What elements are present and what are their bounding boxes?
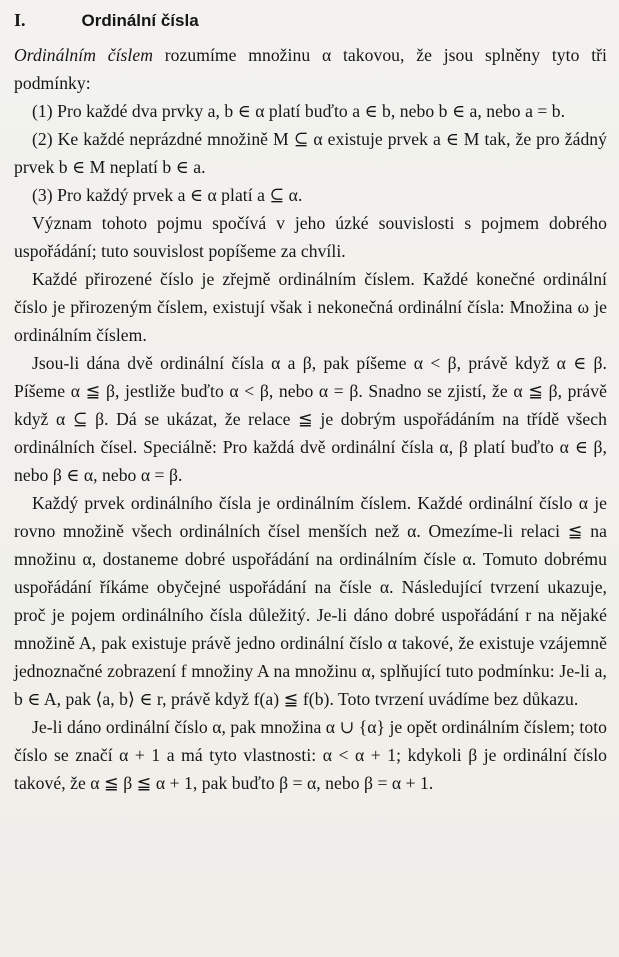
- paragraph-natural-numbers: Každé přirozené číslo je zřejmě ordinálním číslem. Každé konečné ordinální číslo je přirozeným číslem, existují však i nekonečná ordinální čísla: Množina ω je ordinálním číslem.: [14, 269, 607, 345]
- section-number: I.: [14, 10, 26, 30]
- paragraph-definition-intro: [14, 41, 607, 97]
- paragraph-ordering: Jsou-li dána dvě ordinální čísla α a β, pak píšeme α < β, právě když α ∈ β. Píšeme α ≦ β, jestliže buďto α < β, nebo α = β. Snadno se zjistí, že α ≦ β, právě když α ⊆ β. Dá se ukázat, že relace ≦ je dobrým uspořádáním na třídě všech ordinálních čísel. Speciálně: Pro každá dvě ordinální čísla α, β platí buďto α ∈ β, nebo β ∈ α, nebo α = β.: [14, 353, 607, 485]
- paragraph-successor: Je-li dáno ordinální číslo α, pak množina α ∪ {α} je opět ordinálním číslem; toto číslo se značí α + 1 a má tyto vlastnosti: α < α + 1; kdykoli β je ordinální číslo takové, že α ≦ β ≦ α + 1, pak buďto β = α, nebo β = α + 1.: [14, 717, 607, 793]
- definition-rest: rozumíme množinu α takovou, že jsou splněny tyto tři podmínky:: [14, 45, 607, 93]
- paragraph-condition-3: (3) Pro každý prvek a ∈ α platí a ⊆ α.: [32, 185, 303, 205]
- section-body: [14, 41, 607, 797]
- paragraph-meaning: Význam tohoto pojmu spočívá v jeho úzké souvislosti s pojmem dobrého uspořádání; tuto souvislost popíšeme za chvíli.: [14, 213, 607, 261]
- section-title: Ordinální čísla: [81, 11, 199, 30]
- paragraph-condition-1: (1) Pro každé dva prvky a, b ∈ α platí buďto a ∈ b, nebo b ∈ a, nebo a = b.: [32, 101, 566, 121]
- paragraph-condition-2: (2) Ke každé neprázdné množině M ⊆ α existuje prvek a ∈ M tak, že pro žádný prvek b ∈ M neplatí b ∈ a.: [14, 129, 607, 177]
- section-heading: [14, 8, 607, 33]
- paragraph-elements: Každý prvek ordinálního čísla je ordinálním číslem. Každé ordinální číslo α je rovno množině všech ordinálních čísel menších než α. Omezíme-li relaci ≦ na množinu α, dostaneme dobré uspořádání na ordinálním čísle α. Tomuto dobrému uspořádání říkáme obyčejné uspořádání na čísle α. Následující tvrzení ukazuje, proč je pojem ordinálního čísla důležitý. Je-li dáno dobré uspořádání r na nějaké množině A, pak existuje právě jedno ordinální číslo α takové, že existuje vzájemně jednoznačné zobrazení f množiny A na množinu α, splňující tuto podmínku: Je-li a, b ∈ A, pak ⟨a, b⟩ ∈ r, právě když f(a) ≦ f(b). Toto tvrzení uvádíme bez důkazu.: [14, 493, 607, 709]
- defined-term: Ordinálním číslem: [14, 45, 153, 65]
